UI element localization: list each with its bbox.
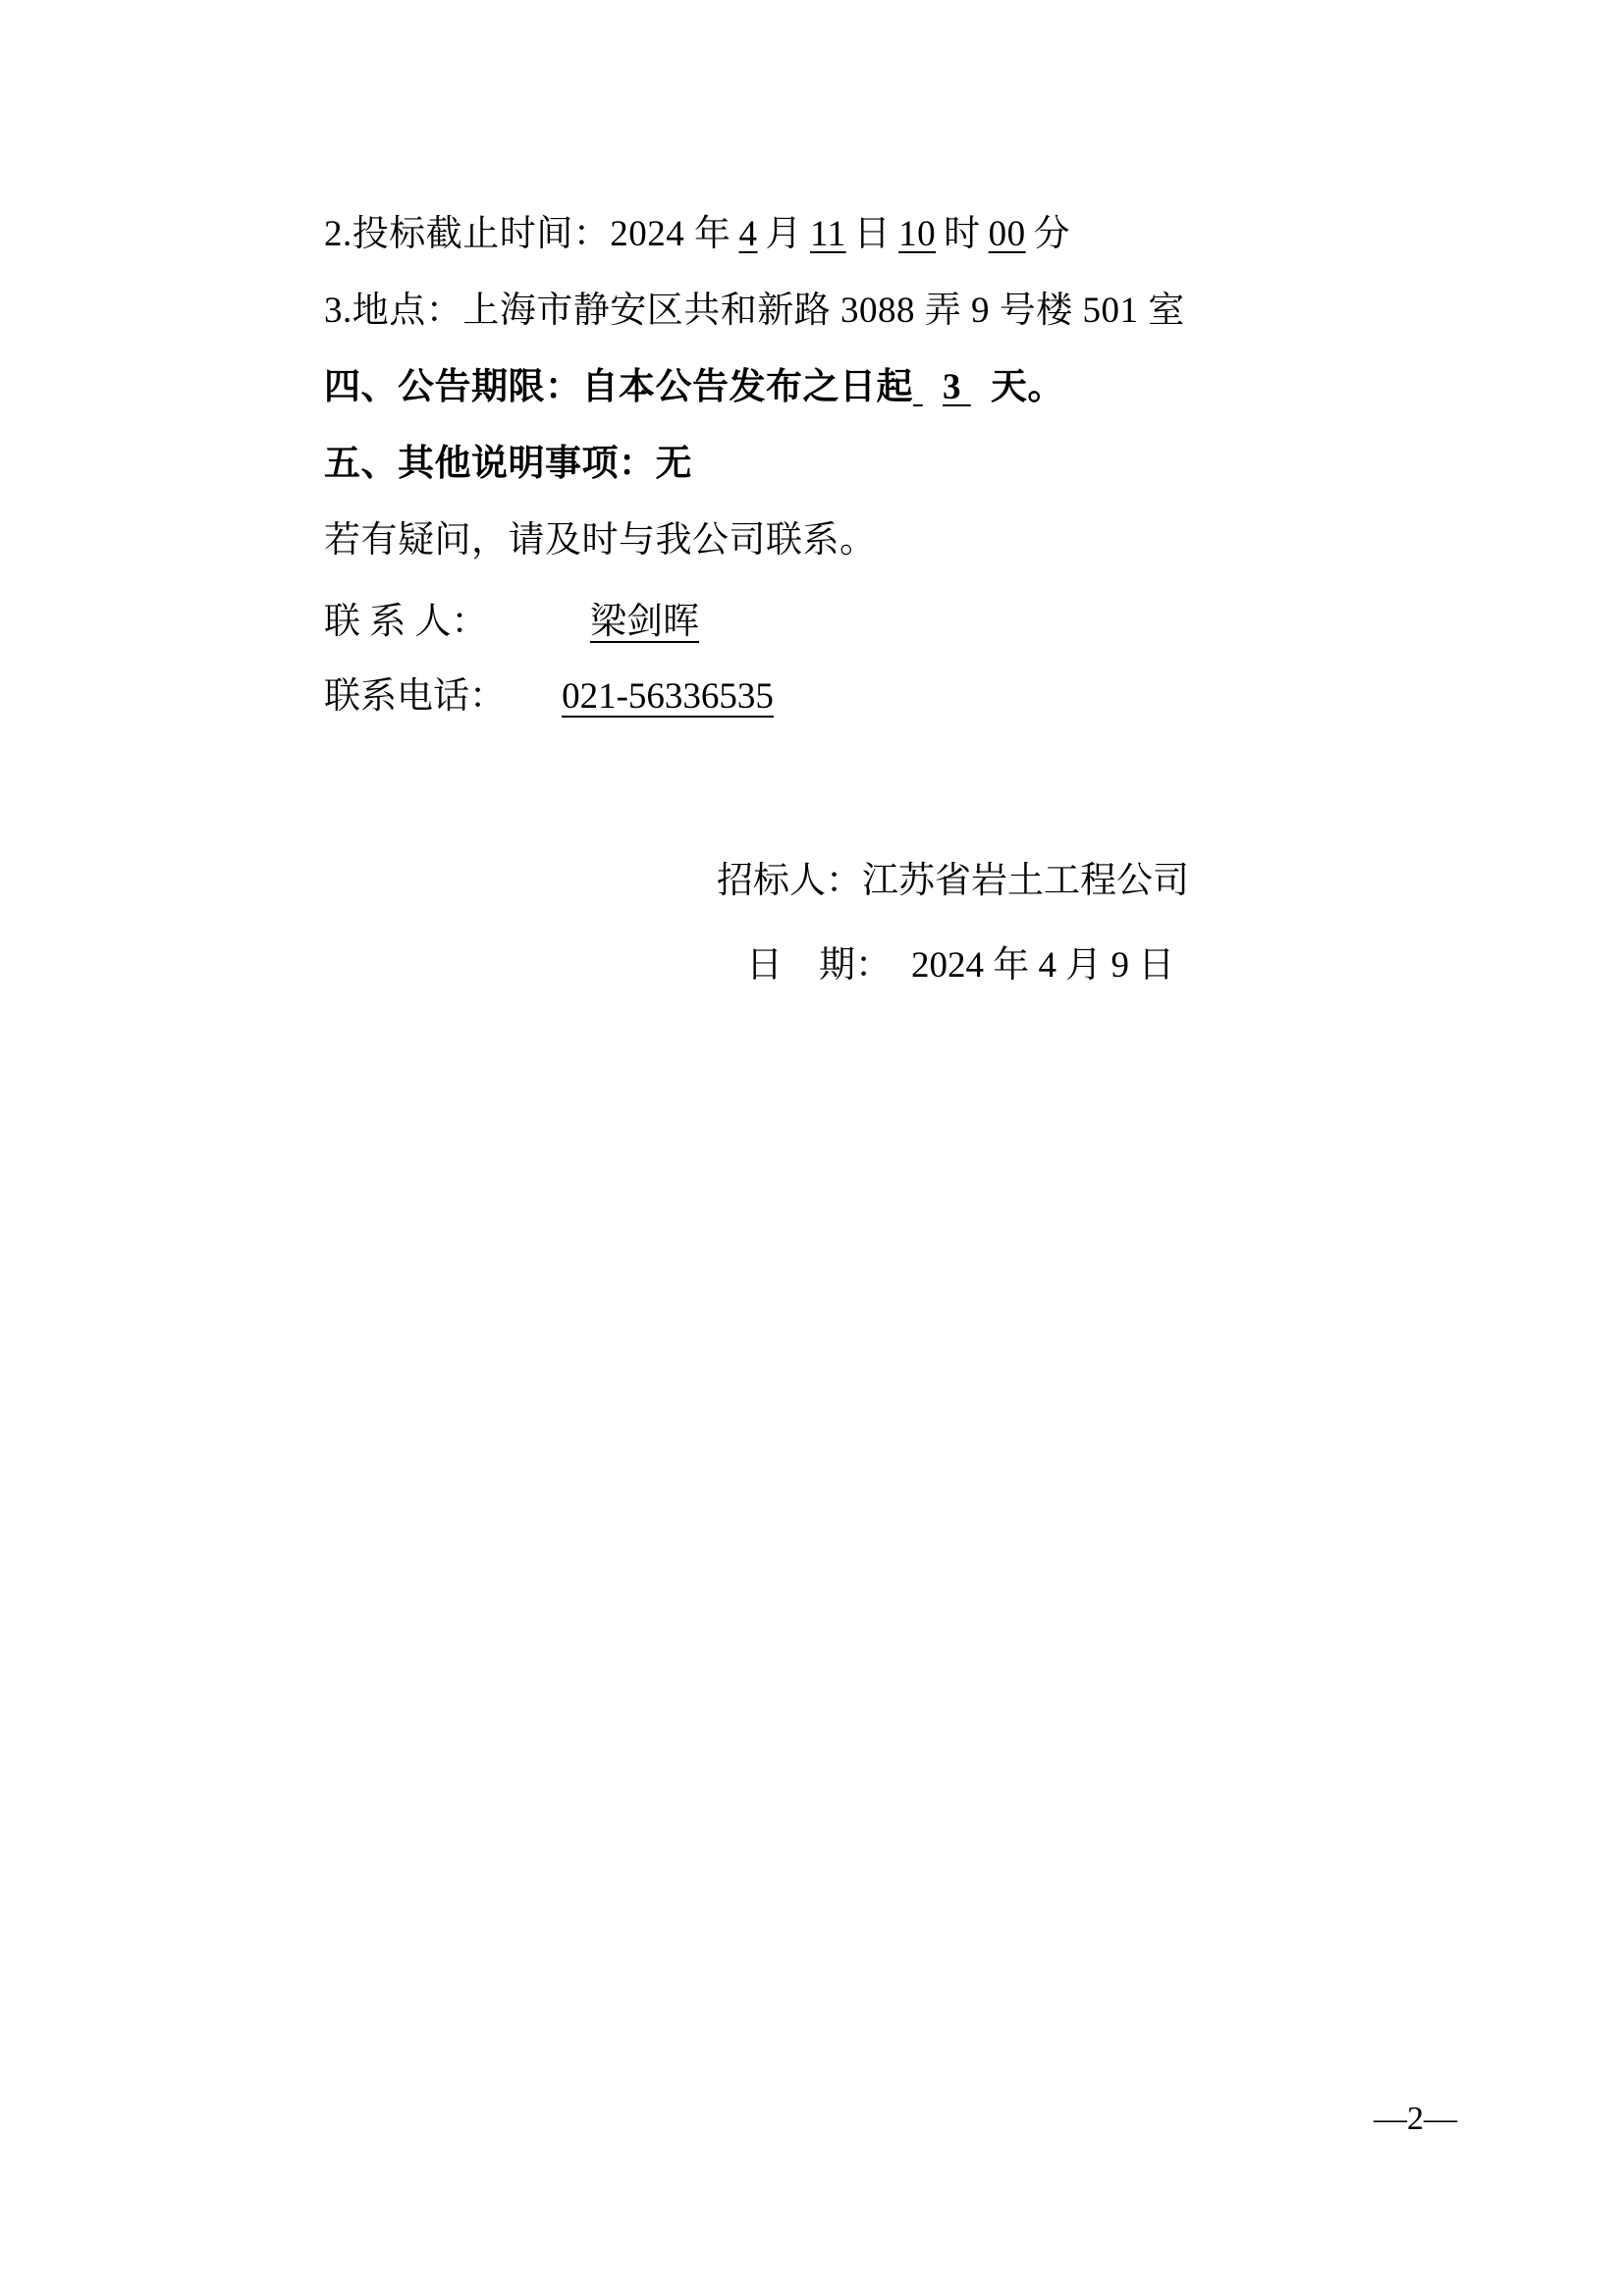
location-line: 3.地点：上海市静安区共和新路 3088 弄 9 号楼 501 室 xyxy=(324,291,1185,331)
bid-deadline-line xyxy=(324,196,1365,273)
notice-period-days: 3 xyxy=(943,367,961,407)
tenderer-label: 招标人： xyxy=(717,861,862,901)
contact-person-label: 联 系 人： xyxy=(324,602,488,642)
bid-deadline-prefix: 2.投标截止时间：2024 年 xyxy=(324,214,731,254)
date-line xyxy=(717,924,1345,1008)
bid-deadline-minute-unit: 分 xyxy=(1033,214,1071,254)
document-body xyxy=(324,196,1365,734)
bid-deadline-hour-unit: 时 xyxy=(944,214,981,254)
bid-deadline-day: 11 xyxy=(810,214,846,254)
question-note-line: 若有疑问，请及时与我公司联系。 xyxy=(324,520,877,561)
other-matters-line: 五、其他说明事项：无 xyxy=(324,444,692,484)
bid-deadline-hour: 10 xyxy=(898,214,937,254)
notice-period-prefix: 四、公告期限：自本公告发布之日起 xyxy=(324,367,913,407)
notice-period-line xyxy=(324,349,1365,426)
date-label: 日 期： xyxy=(746,945,892,986)
tenderer-value: 江苏省岩土工程公司 xyxy=(862,861,1189,901)
bid-deadline-month: 4 xyxy=(738,214,758,254)
contact-phone-line xyxy=(324,660,1365,734)
contact-phone-value: 021-56336535 xyxy=(562,676,774,717)
signature-block xyxy=(717,839,1345,1008)
bid-deadline-month-unit: 月 xyxy=(765,214,802,254)
bid-deadline-minute: 00 xyxy=(988,214,1026,254)
contact-block xyxy=(324,585,1365,734)
date-value: 2024 年 4 月 9 日 xyxy=(911,945,1175,986)
page-number: —2— xyxy=(1374,2101,1457,2137)
contact-phone-label: 联系电话： xyxy=(324,676,506,717)
tenderer-line xyxy=(717,839,1345,924)
notice-period-suffix: 天。 xyxy=(991,367,1064,407)
contact-person-value: 梁剑晖 xyxy=(590,602,699,642)
contact-person-line xyxy=(324,585,1365,660)
bid-deadline-day-unit: 日 xyxy=(853,214,892,254)
